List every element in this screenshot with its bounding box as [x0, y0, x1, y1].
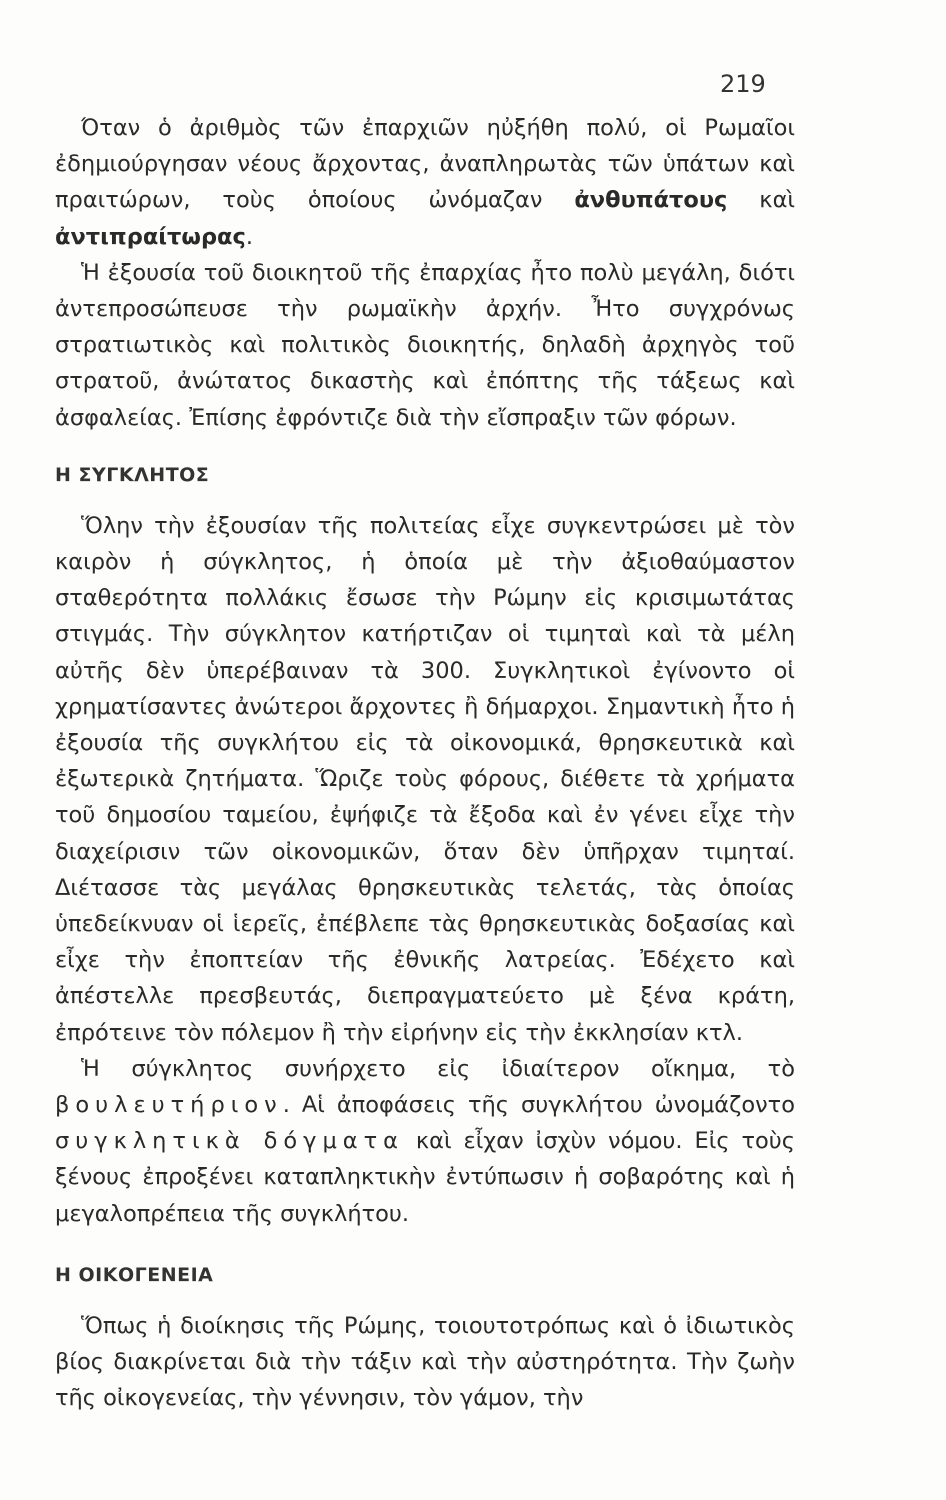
paragraph-bouleuterion — [55, 1051, 795, 1232]
bold-term-anthypatous: ἀνθυπάτους — [574, 187, 728, 214]
paragraph-text: Ἡ σύγκλητος συνήρχετο εἰς ἰδιαίτερον οἴκημα, τὸ — [81, 1055, 795, 1082]
paragraph-text: καὶ — [727, 187, 796, 214]
spaced-term-dogmata: συγκλητικὰ δόγματα — [55, 1128, 404, 1155]
paragraph-text: . — [245, 223, 254, 250]
paragraph-senate: Ὅλην τὴν ἐξουσίαν τῆς πολιτείας εἶχε συγκεντρώσει μὲ τὸν καιρὸν ἡ σύγκλητος, ἡ ὁποία μὲ τὴν ἀξιοθαύμαστον σταθερότητα πολλάκις ἔσωσε τὴν Ρώμην εἰς κρισιμωτάτας στιγμάς. Τὴν σύγκλητον κατήρτιζαν οἱ τιμηταὶ καὶ τὰ μέλη αὐτῆς δὲν ὑπερέβαιναν τὰ 300. Συγκλητικοὶ ἐγίνοντο οἱ χρηματίσαντες ἀνώτεροι ἄρχοντες ἢ δήμαρχοι. Σημαντικὴ ἦτο ἡ ἐξουσία τῆς συγκλήτου εἰς τὰ οἰκονομικά, θρησκευτικὰ καὶ ἐξωτερικὰ ζητήματα. Ὥριζε τοὺς φόρους, διέθετε τὰ χρήματα τοῦ δημοσίου ταμείου, ἐψήφιζε τὰ ἔξοδα καὶ ἐν γένει εἶχε τὴν διαχείρισιν τῶν οἰκονομικῶν, ὅταν δὲν ὑπῆρχαν τιμηταί. Διέτασσε τὰς μεγάλας θρησκευτικὰς τελετάς, τὰς ὁποίας ὑπεδείκνυαν οἱ ἱερεῖς, ἐπέβλεπε τὰς θρησκευτικὰς δοξασίας καὶ εἶχε τὴν ἐποπτείαν τῆς ἐθνικῆς λατρείας. Ἐδέχετο καὶ ἀπέστελλε πρεσβευτάς, διεπραγματεύετο μὲ ξένα κράτη, ἐπρότεινε τὸν πόλεμον ἢ τὴν εἰρήνην εἰς τὴν ἐκκλησίαν κτλ. — [55, 512, 795, 1046]
paragraph-family: Ὅπως ἡ διοίκησις τῆς Ρώμης, τοιουτοτρόπως καὶ ὁ ἰδιωτικὸς βίος διακρίνεται διὰ τὴν τάξιν καὶ τὴν αὐστηρότητα. Τὴν ζωὴν τῆς οἰκογενείας, τὴν γέννησιν, τὸν γάμον, τὴν — [55, 1312, 795, 1412]
paragraph-text: καὶ εἶχαν ἰσχὺν νόμου. Εἰς τοὺς ξένους ἐπροξένει καταπληκτικὴν ἐντύπωσιν ἡ σοβαρότης καὶ ἡ μεγαλοπρέπεια τῆς συγκλήτου. — [55, 1128, 795, 1227]
section-heading-family: Η ΟΙΚΟΓΕΝΕΙΑ — [55, 1263, 214, 1286]
paragraph-text: . Αἱ ἀποφάσεις τῆς συγκλήτου ὠνομάζοντο — [282, 1092, 795, 1119]
paragraph-text: Όταν ὁ ἀριθμὸς τῶν ἐπαρχιῶν ηὐξήθη πολύ, οἱ Ρωμαῖοι ἐδημιούργησαν νέους ἄρχοντας, ἀναπληρωτὰς τῶν ὑπάτων καὶ πραιτώρων, τοὺς ὁποίους ὠνόμαζαν — [55, 115, 795, 214]
spaced-term-bouleuterion: βουλευτήριον — [55, 1092, 283, 1119]
bold-term-antipraitoras: ἀντιπραίτωρας — [55, 223, 246, 250]
page-body — [55, 110, 795, 1417]
paragraph-proconsuls — [55, 110, 795, 255]
section-heading-senate: Η ΣΥΓΚΛΗΤΟΣ — [55, 463, 210, 486]
paragraph-governor-power: Ἡ ἐξουσία τοῦ διοικητοῦ τῆς ἐπαρχίας ἦτο πολὺ μεγάλη, διότι ἀντεπροσώπευσε τὴν ρωμαϊκὴν ἀρχήν. Ἦτο συγχρόνως στρατιωτικὸς καὶ πολιτικὸς διοικητής, δηλαδὴ ἀρχηγὸς τοῦ στρατοῦ, ἀνώτατος δικαστὴς καὶ ἐπόπτης τῆς τάξεως καὶ ἀσφαλείας. Ἐπίσης ἐφρόντιζε διὰ τὴν εἴσπραξιν τῶν φόρων. — [55, 259, 795, 431]
page-number: 219 — [720, 70, 766, 98]
